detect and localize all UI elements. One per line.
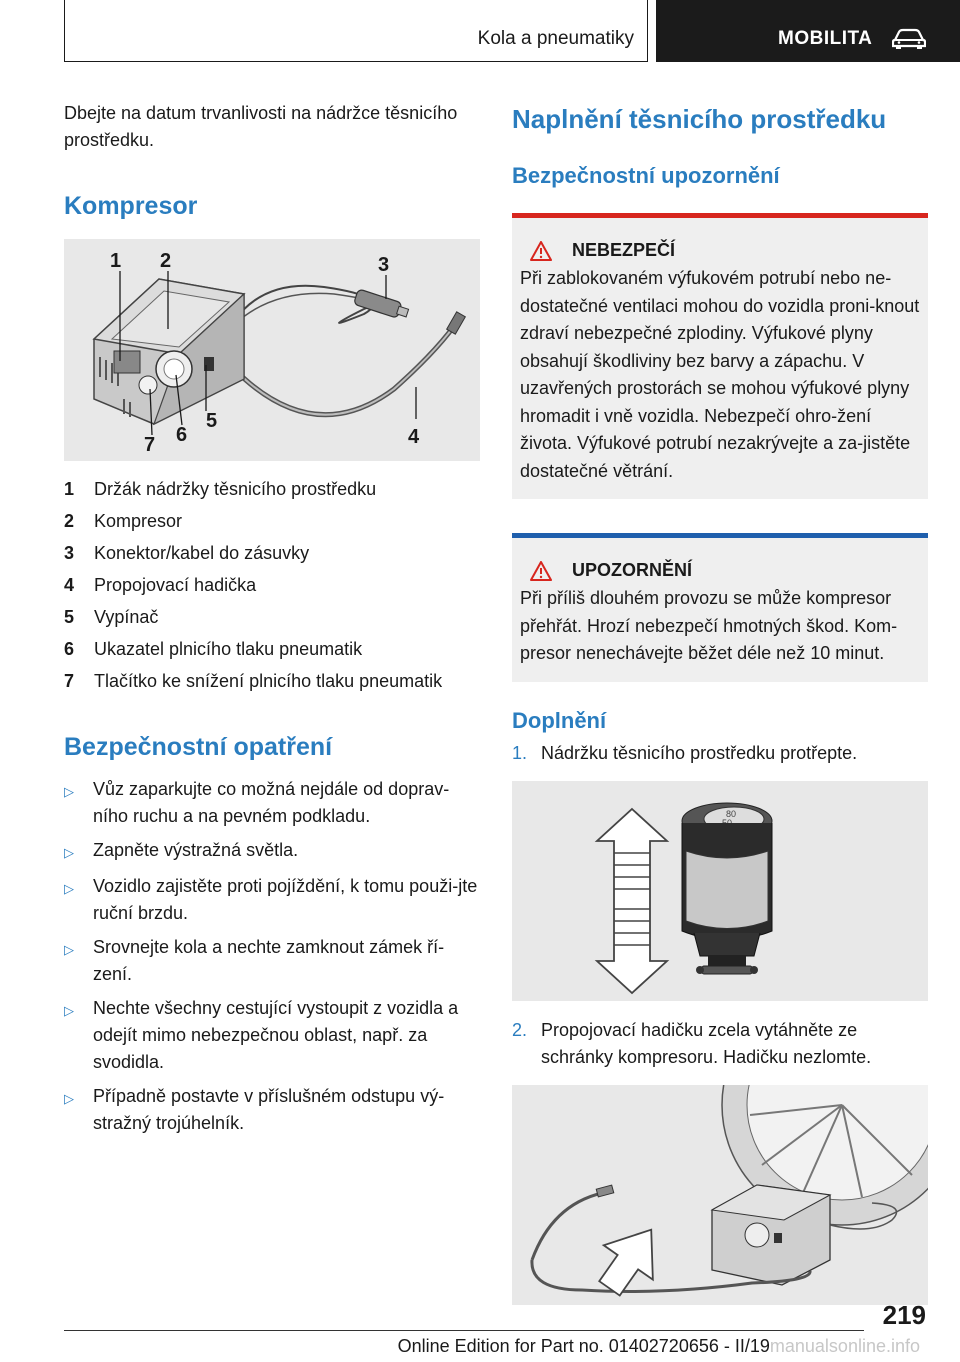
callout-4: 4 (408, 426, 420, 448)
intro-text: Dbejte na datum trvanlivosti na nádržce těsnicího prostředku. (64, 103, 458, 150)
sealant-heading: Naplnění těsnicího prostředku (512, 104, 887, 134)
safety-item: ▷ Zapněte výstražná světla. (64, 837, 482, 866)
danger-box (512, 213, 928, 499)
callout-5: 5 (206, 410, 218, 432)
compressor-heading: Kompresor (64, 192, 198, 220)
footer-divider (64, 1330, 864, 1331)
triangle-bullet-icon: ▷ (64, 942, 74, 957)
bottle-label-80: 80 (726, 808, 737, 819)
safety-item: ▷ Srovnejte kola a nechte zamknout zámek ří‐zení. (64, 934, 482, 988)
safety-item: ▷ Vozidlo zajistěte proti pojíždění, k tomu použi‐jte ruční brzdu. (64, 873, 482, 927)
shake-bottle-illustration (512, 781, 928, 1001)
danger-title: NEBEZPEČÍ (572, 240, 676, 260)
safety-list (64, 776, 482, 1137)
warning-triangle-icon (530, 561, 552, 581)
triangle-bullet-icon: ▷ (64, 1003, 74, 1018)
footer-edition: Online Edition for Part no. 01402720656 - II/19manualsonline.info (397, 1336, 920, 1356)
safety-item: ▷ Nechte všechny cestující vystoupit z vozidla a odejít mimo nebezpečnou oblast, např. za svodidla. (64, 995, 482, 1076)
safety-item: ▷ Vůz zaparkujte co možná nejdále od doprav‐ního ruchu a na pevném podkladu. (64, 776, 482, 830)
shake-bottle-figure (512, 781, 928, 1001)
car-icon (892, 28, 926, 50)
header-chapter-box (656, 0, 960, 62)
triangle-bullet-icon: ▷ (64, 881, 74, 896)
step-item: 2. Propojovací hadičku zcela vytáhněte ze schránky kompresoru. Hadičku nezlomte. (512, 1019, 872, 1067)
callout-7: 7 (144, 434, 156, 456)
legend-item: 6 Ukazatel plnicího tlaku pneumatik (64, 639, 363, 659)
triangle-bullet-icon: ▷ (64, 845, 74, 860)
caution-title: UPOZORNĚNÍ (572, 560, 693, 580)
compressor-legend (64, 473, 482, 697)
triangle-bullet-icon: ▷ (64, 1091, 74, 1106)
steps-list-2 (512, 1017, 928, 1071)
legend-item: 1 Držák nádržky těsnicího prostředku (64, 479, 377, 499)
callout-6: 6 (176, 424, 188, 446)
right-column (512, 100, 928, 1305)
triangle-bullet-icon: ▷ (64, 784, 74, 799)
hose-figure (512, 1085, 928, 1305)
hose-illustration (512, 1085, 928, 1305)
step-item: 1. Nádržku těsnicího prostředku protřepte. (512, 742, 858, 763)
callout-3: 3 (378, 254, 390, 276)
legend-item: 2 Kompresor (64, 511, 183, 531)
safety-item: ▷ Případně postavte v příslušném odstupu vý‐stražný trojúhelník. (64, 1083, 482, 1137)
safety-heading: Bezpečnostní opatření (64, 733, 333, 761)
callout-1: 1 (110, 250, 122, 272)
left-column (64, 100, 482, 1144)
legend-item: 5 Vypínač (64, 607, 159, 627)
caution-box (512, 533, 928, 682)
legend-item: 7 Tlačítko ke snížení plnicího tlaku pneumatik (64, 671, 443, 691)
warning-triangle-icon (530, 241, 552, 261)
danger-text: Při zablokovaném výfukovém potrubí nebo ne‐dostatečné ventilaci mohou do vozidla proni‐knout zdraví nebezpečné zplodiny. Výfukové plyny obsahují škodliviny bez barvy a zápachu. V uzavřených prostorách se mohou výfukové plyny hromadit i vně vozidla. Nebezpečí ohro‐žení života. Výfukové potrubí nezakrývejte a za‐jistěte dostatečné větrání. (520, 268, 920, 481)
safety-notes-heading: Bezpečnostní upozornění (512, 163, 780, 188)
header-section-title: Kola a pneumatiky (477, 28, 634, 49)
compressor-figure (64, 239, 480, 461)
legend-item: 4 Propojovací hadička (64, 575, 257, 595)
caution-text: Při příliš dlouhém provozu se může kompresor přehřát. Hrozí nebezpečí hmotných škod. Kom‐presor nenechávejte běžet déle než 10 minut. (520, 588, 898, 663)
legend-item: 3 Konektor/kabel do zásuvky (64, 543, 310, 563)
steps-list (512, 740, 928, 767)
page-number: 219 (882, 1300, 926, 1330)
compressor-illustration (64, 239, 480, 461)
callout-2: 2 (160, 250, 172, 272)
header-chapter-title: MOBILITA (778, 28, 873, 49)
watermark-text: manualsonline.info (769, 1336, 920, 1356)
fill-heading: Doplnění (512, 707, 607, 733)
